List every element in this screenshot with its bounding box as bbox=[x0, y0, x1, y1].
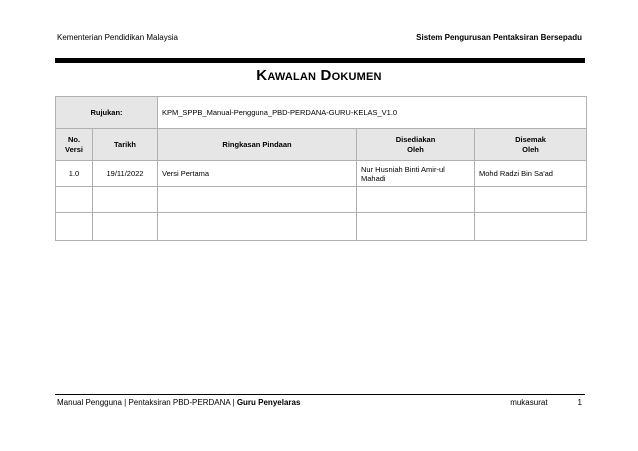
document-title: Kawalan Dokumen bbox=[256, 67, 382, 84]
table-row-empty bbox=[56, 187, 587, 213]
cell-date: 19/11/2022 bbox=[93, 161, 158, 187]
col-header-checked-by bbox=[475, 129, 587, 161]
footer-page-label: mukasurat bbox=[510, 398, 548, 407]
footer-document-info bbox=[57, 398, 300, 407]
col-header-date: Tarikh bbox=[93, 129, 158, 161]
table-row-empty bbox=[56, 213, 587, 241]
reference-value: KPM_SPPB_Manual-Pengguna_PBD-PERDANA-GURU-KELAS_V1.0 bbox=[158, 97, 587, 129]
header-divider bbox=[55, 58, 585, 63]
table-header-row bbox=[56, 129, 587, 161]
col-header-version bbox=[56, 129, 93, 161]
document-control-table bbox=[55, 96, 587, 241]
col-header-version-line2: Versi bbox=[65, 144, 83, 154]
header-organization: Kementerian Pendidikan Malaysia bbox=[57, 33, 178, 42]
col-header-summary: Ringkasan Pindaan bbox=[158, 129, 357, 161]
col-header-prepared-line1: Disediakan bbox=[395, 134, 436, 144]
cell-summary: Versi Pertama bbox=[158, 161, 357, 187]
footer-role: Guru Penyelaras bbox=[236, 398, 301, 407]
cell-checked-by: Mohd Radzi Bin Sa'ad bbox=[475, 161, 587, 187]
footer-prefix: Manual Pengguna | Pentaksiran PBD-PERDANA | bbox=[57, 398, 237, 407]
page-number: 1 bbox=[577, 398, 582, 407]
cell-prepared-by: Nur Husniah Binti Amir-ul Mahadi bbox=[357, 161, 475, 187]
reference-label: Rujukan: bbox=[56, 97, 158, 129]
header-system-name: Sistem Pengurusan Pentaksiran Bersepadu bbox=[416, 33, 582, 42]
col-header-prepared-by bbox=[357, 129, 475, 161]
col-header-prepared-line2: Oleh bbox=[407, 144, 424, 154]
footer-divider bbox=[55, 394, 585, 395]
reference-row bbox=[56, 97, 587, 129]
table-row bbox=[56, 161, 587, 187]
col-header-version-line1: No. bbox=[67, 134, 81, 144]
col-header-checked-line2: Oleh bbox=[522, 144, 539, 154]
col-header-checked-line1: Disemak bbox=[515, 134, 546, 144]
footer-page bbox=[510, 398, 582, 407]
cell-version: 1.0 bbox=[56, 161, 93, 187]
